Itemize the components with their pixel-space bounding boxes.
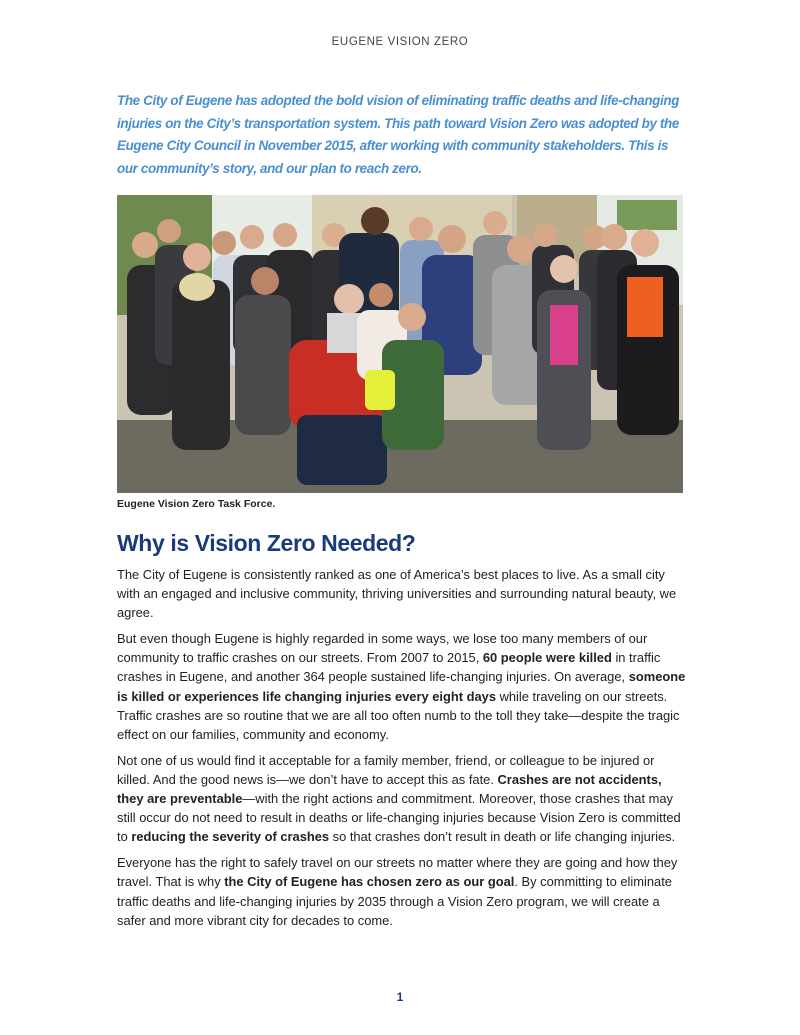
section-title: Why is Vision Zero Needed? [117, 530, 416, 556]
paragraph-3: Not one of us would find it acceptable for a family member, friend, or colleague to be injured or killed. And the good news is—we don’t have to accept this as fate. Crashes are not accidents, they are preventable—with the right actions and commitment. Moreover, those crashes that may still occur do not need to result in deaths or life-changing injuries because Vision Zero is committed to reducing the severity of crashes so that crashes don’t result in death or life changing injuries. [117, 752, 681, 845]
task-force-photo [117, 195, 683, 493]
photo-caption: Eugene Vision Zero Task Force. [117, 498, 276, 510]
section-body [117, 565, 687, 937]
page-header: EUGENE VISION ZERO [331, 36, 469, 48]
paragraph-1: The City of Eugene is consistently ranked as one of America’s best places to live. As a small city with an engaged and inclusive community, thriving universities and surrounding natural beauty, we agree. [117, 567, 677, 621]
page-number: 1 [396, 990, 404, 1004]
paragraph-2: But even though Eugene is highly regarded in some ways, we lose too many members of our community to traffic crashes on our streets. From 2007 to 2015, 60 people were killed in traffic crashes in Eugene, and another 364 people sustained life-changing injuries. On average, someone is killed or experiences life changing injuries every eight days while traveling on our streets. Traffic crashes are so routine that we are all too often numb to the toll they take—despite the tragic effect on our families, community and economy. [117, 631, 686, 742]
intro-statement: The City of Eugene has adopted the bold vision of eliminating traffic deaths and life-changing injuries on the City’s transportation system. This path toward Vision Zero was adopted by the Eugene City Council in November 2015, after working with community stakeholders. This is our community’s story, and our plan to reach zero. [117, 93, 680, 176]
paragraph-4: Everyone has the right to safely travel on our streets no matter where they are going and how they travel. That is why the City of Eugene has chosen zero as our goal. By committing to eliminate traffic deaths and life-changing injuries by 2035 through a Vision Zero program, we will create a safer and more vibrant city for decades to come. [117, 855, 678, 928]
